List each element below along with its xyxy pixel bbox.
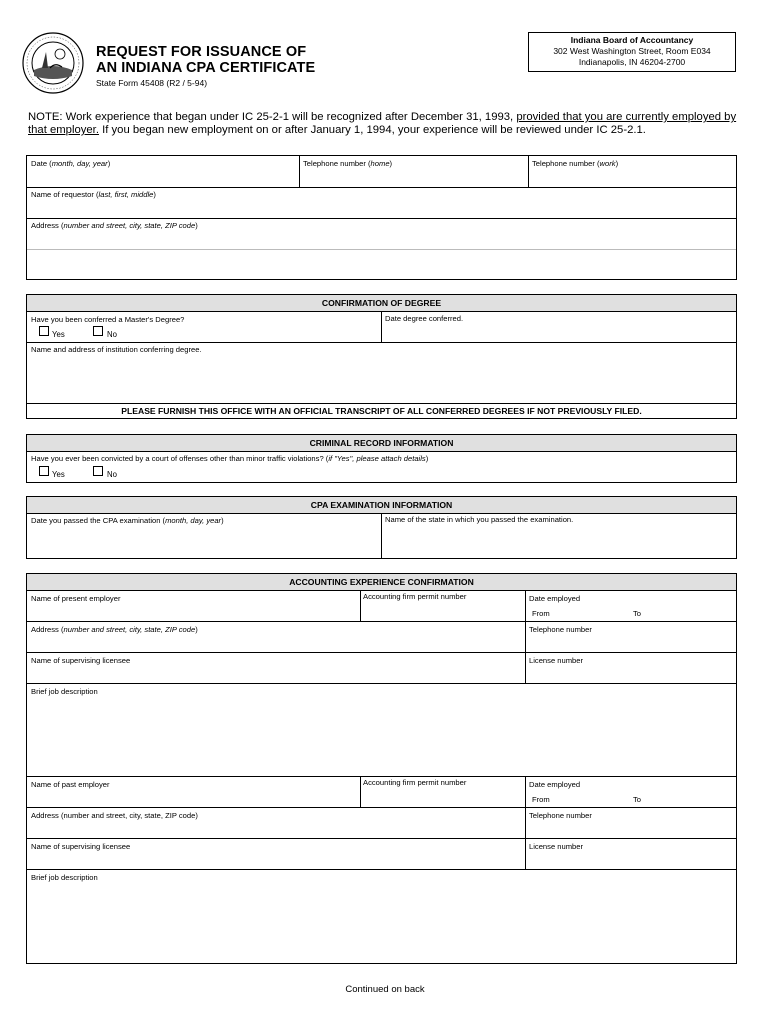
- telephone-home-field[interactable]: Telephone number (home): [303, 159, 393, 168]
- note-paragraph: NOTE: Work experience that began under IC 25-2-1 will be recognized after December 31, 1993, provided that you are currently employed by that employer. If you began new employment on or after January 1, 1994, your experience will be reviewed under IC 25-2.1.: [28, 111, 737, 136]
- present-date-employed-label: Date employed: [529, 594, 581, 603]
- past-from-field[interactable]: From: [532, 795, 550, 804]
- exam-header: CPA EXAMINATION INFORMATION: [27, 497, 736, 514]
- date-degree-conferred-field[interactable]: Date degree conferred.: [385, 314, 464, 323]
- masters-yes-label: Yes: [52, 330, 65, 339]
- board-address-box: [528, 32, 736, 72]
- applicant-section: [26, 155, 737, 280]
- criminal-yes-label: Yes: [52, 470, 65, 479]
- past-employer-field[interactable]: Name of past employer: [31, 780, 110, 789]
- criminal-question: Have you ever been convicted by a court of offenses other than minor traffic violations? (if "Yes", please attach details): [31, 454, 429, 463]
- past-telephone-field[interactable]: Telephone number: [529, 811, 592, 820]
- criminal-no-checkbox[interactable]: [93, 466, 103, 476]
- institution-field[interactable]: Name and address of institution conferring degree.: [31, 345, 202, 354]
- degree-header: CONFIRMATION OF DEGREE: [27, 295, 736, 312]
- present-to-field[interactable]: To: [633, 609, 642, 618]
- telephone-work-field[interactable]: Telephone number (work): [532, 159, 619, 168]
- past-supervising-field[interactable]: Name of supervising licensee: [31, 842, 131, 851]
- board-address-line1: 302 West Washington Street, Room E034: [553, 46, 711, 56]
- past-job-description-field[interactable]: Brief job description: [31, 873, 98, 882]
- present-license-field[interactable]: License number: [529, 656, 584, 665]
- criminal-header: CRIMINAL RECORD INFORMATION: [27, 435, 736, 452]
- board-name: Indiana Board of Accountancy: [570, 35, 694, 45]
- exam-state-field[interactable]: Name of the state in which you passed the examination.: [385, 515, 574, 524]
- past-permit-field[interactable]: Accounting firm permit number: [363, 778, 467, 787]
- present-telephone-field[interactable]: Telephone number: [529, 625, 592, 634]
- state-seal-icon: [22, 32, 84, 94]
- continued-on-back: Continued on back: [345, 984, 425, 995]
- address-field[interactable]: Address (number and street, city, state, ZIP code): [31, 221, 198, 230]
- exam-section: [26, 496, 737, 559]
- present-job-description-field[interactable]: Brief job description: [31, 687, 98, 696]
- past-license-field[interactable]: License number: [529, 842, 584, 851]
- past-date-employed-label: Date employed: [529, 780, 581, 789]
- present-supervising-field[interactable]: Name of supervising licensee: [31, 656, 131, 665]
- transcript-banner: PLEASE FURNISH THIS OFFICE WITH AN OFFICIAL TRANSCRIPT OF ALL CONFERRED DEGREES IF NOT PREVIOUSLY FILED.: [121, 406, 642, 416]
- past-to-field[interactable]: To: [633, 795, 642, 804]
- experience-section: [26, 573, 737, 964]
- state-form-number: State Form 45408 (R2 / 5-94): [96, 78, 208, 88]
- date-field[interactable]: Date (month, day, year): [31, 159, 111, 168]
- masters-no-checkbox[interactable]: [93, 326, 103, 336]
- experience-header: ACCOUNTING EXPERIENCE CONFIRMATION: [27, 574, 736, 591]
- criminal-yes-checkbox[interactable]: [39, 466, 49, 476]
- degree-section: [26, 294, 737, 419]
- present-permit-field[interactable]: Accounting firm permit number: [363, 592, 467, 601]
- present-from-field[interactable]: From: [532, 609, 550, 618]
- masters-question: Have you been conferred a Master's Degree?: [31, 315, 185, 324]
- past-address-field[interactable]: Address (number and street, city, state, ZIP code): [31, 811, 198, 820]
- form-title: REQUEST FOR ISSUANCE OF AN INDIANA CPA CERTIFICATE: [96, 44, 316, 76]
- criminal-section: [26, 434, 737, 483]
- requestor-name-field[interactable]: Name of requestor (last, first, middle): [31, 190, 156, 199]
- criminal-no-label: No: [107, 470, 117, 479]
- exam-date-field[interactable]: Date you passed the CPA examination (month, day, year): [31, 516, 224, 525]
- masters-no-label: No: [107, 330, 117, 339]
- masters-yes-checkbox[interactable]: [39, 326, 49, 336]
- board-address-line2: Indianapolis, IN 46204-2700: [578, 57, 686, 67]
- present-employer-field[interactable]: Name of present employer: [31, 594, 121, 603]
- present-address-field[interactable]: Address (number and street, city, state, ZIP code): [31, 625, 198, 634]
